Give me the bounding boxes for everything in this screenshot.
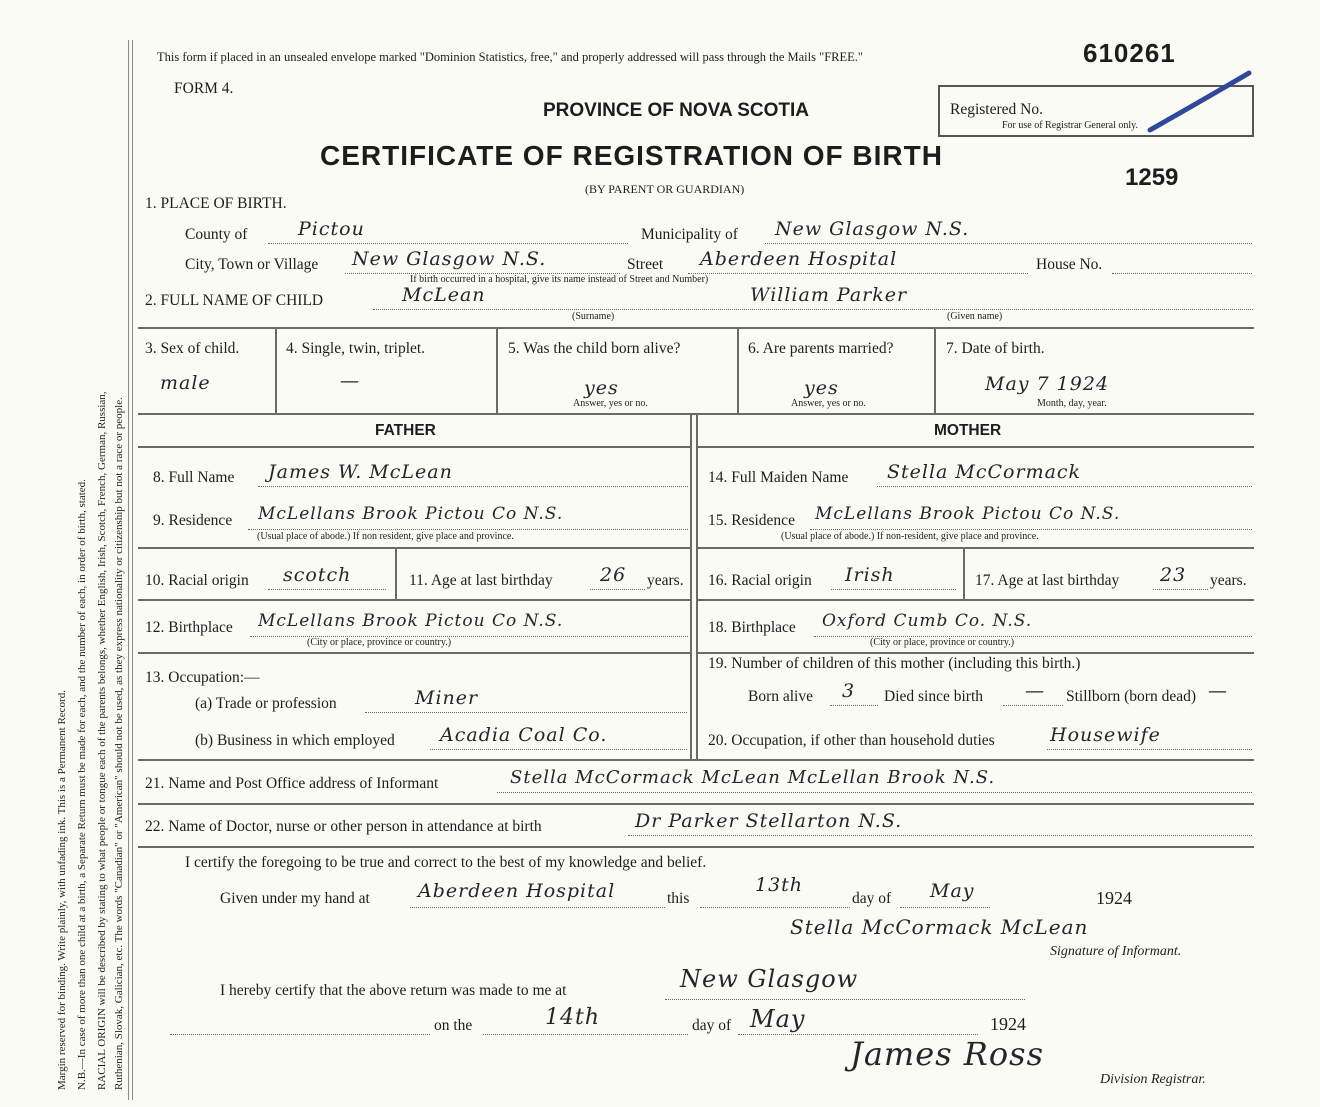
margin-note-1: Margin reserved for binding. Write plainly, with unfading ink. This is a Permanent Record. (56, 690, 68, 1090)
margin-notes (0, 0, 130, 1107)
dob-caption: Month, day, year. (1037, 398, 1107, 409)
city-value: New Glasgow N.S. (352, 248, 547, 270)
father-heading: FATHER (375, 422, 436, 439)
margin-note-3: RACIAL ORIGIN will be described by stating to what people or tongue each of the parents belongs, whether English, Irish, Scotch, French, German, Russian, (96, 391, 108, 1090)
certificate-title: CERTIFICATE OF REGISTRATION OF BIRTH (320, 140, 943, 171)
municipality-label: Municipality of (641, 226, 738, 243)
father-name: James W. McLean (268, 461, 453, 483)
informant-label: 21. Name and Post Office address of Informant (145, 775, 439, 792)
dob-label: 7. Date of birth. (946, 340, 1045, 357)
sex-value: male (160, 372, 211, 394)
trade-label: (a) Trade or profession (195, 695, 337, 712)
registrar-statement: I hereby certify that the above return was made to me at (220, 982, 567, 999)
born-alive-question: 5. Was the child born alive? (508, 340, 681, 357)
certificate-subtitle: (BY PARENT OR GUARDIAN) (585, 182, 745, 196)
mother-occupation-label: 20. Occupation, if other than household duties (708, 732, 995, 749)
mother-birthplace-label: 18. Birthplace (708, 619, 796, 636)
child-name-label: 2. FULL NAME OF CHILD (145, 292, 324, 309)
given-month: May (930, 880, 975, 902)
business-label: (b) Business in which employed (195, 732, 395, 749)
trade-value: Miner (415, 687, 479, 709)
died-count-label: Died since birth (884, 688, 984, 705)
county-label: County of (185, 226, 248, 243)
province-heading: PROVINCE OF NOVA SCOTIA (543, 100, 810, 121)
place-of-birth-label: 1. PLACE OF BIRTH. (145, 195, 287, 212)
father-age-label: 11. Age at last birthday (409, 572, 553, 589)
alive-answer-caption: Answer, yes or no. (573, 398, 648, 409)
mother-race-label: 16. Racial origin (708, 572, 812, 589)
street-value: Aberdeen Hospital (700, 248, 898, 270)
given-day-of-label: day of (852, 890, 892, 907)
this-label: this (667, 890, 690, 907)
father-years: years. (647, 572, 684, 589)
street-label: Street (627, 256, 664, 273)
margin-rule (128, 40, 133, 1100)
certification-statement: I certify the foregoing to be true and correct to the best of my knowledge and belief. (185, 854, 707, 871)
registered-label: Registered No. (950, 101, 1043, 118)
registrar-year: 1924 (990, 1014, 1026, 1034)
registrar-caption: Division Registrar. (1100, 1072, 1206, 1087)
dob-value: May 7 1924 (985, 373, 1110, 395)
mother-name-label: 14. Full Maiden Name (708, 469, 849, 486)
informant-signature: Stella McCormack McLean (790, 915, 1089, 939)
mother-years: years. (1210, 572, 1247, 589)
mother-heading: MOTHER (934, 422, 1002, 439)
surname-caption: (Surname) (572, 311, 615, 322)
mother-name: Stella McCormack (887, 461, 1082, 483)
mother-occupation: Housewife (1050, 724, 1161, 746)
margin-note-2: N.B.—In case of more than one child at a birth, a Separate Return must be made for each, and the number of each, in order of birth, stated. (76, 479, 88, 1090)
father-birthplace: McLellans Brook Pictou Co N.S. (258, 611, 564, 631)
father-name-label: 8. Full Name (153, 469, 235, 486)
mother-age: 23 (1160, 564, 1187, 586)
mother-birthplace: Oxford Cumb Co. N.S. (822, 611, 1033, 631)
given-name-caption: (Given name) (947, 311, 1003, 322)
city-label: City, Town or Village (185, 256, 319, 273)
father-age: 26 (600, 564, 627, 586)
given-under-label: Given under my hand at (220, 890, 370, 907)
mother-residence-caption: (Usual place of abode.) If non-resident, give place and province. (781, 531, 1039, 542)
mail-notice: This form if placed in an unsealed envelope marked "Dominion Statistics, free," and properly addressed will pass through the Mails "FREE." (157, 50, 864, 64)
father-race-label: 10. Racial origin (145, 572, 249, 589)
married-question: 6. Are parents married? (748, 340, 894, 357)
business-value: Acadia Coal Co. (440, 724, 608, 746)
father-residence-caption: (Usual place of abode.) If non resident, give place and province. (257, 531, 514, 542)
father-race: scotch (283, 564, 352, 586)
mother-age-label: 17. Age at last birthday (975, 572, 1120, 589)
plurality-label: 4. Single, twin, triplet. (286, 340, 426, 357)
mother-birthplace-caption: (City or place, province or country.) (870, 637, 1015, 648)
margin-note-4: Ruthenian, Slovak, Galician, etc. The words "Canadian" or "American" should not be used, as they express nationality or citizenship but not a race or people. (113, 397, 125, 1090)
father-birthplace-label: 12. Birthplace (145, 619, 233, 636)
born-alive-count: 3 (842, 680, 856, 702)
mother-residence-label: 15. Residence (708, 512, 795, 529)
county-value: Pictou (298, 218, 365, 240)
father-residence: McLellans Brook Pictou Co N.S. (258, 504, 564, 524)
municipality-value: New Glasgow N.S. (775, 218, 970, 240)
informant-signature-caption: Signature of Informant. (1050, 944, 1182, 959)
informant-value: Stella McCormack McLean McLellan Brook N.S. (510, 767, 996, 788)
child-surname: McLean (402, 284, 486, 306)
registrar-place: New Glasgow (680, 965, 859, 993)
plurality-value: — (340, 370, 360, 392)
married-answer-caption: Answer, yes or no. (791, 398, 866, 409)
born-alive-count-label: Born alive (748, 688, 813, 705)
ink-stroke (1145, 68, 1255, 138)
mother-race: Irish (845, 564, 895, 586)
married-answer: yes (804, 377, 839, 399)
sex-label: 3. Sex of child. (145, 340, 240, 357)
stillborn-count: — (1208, 680, 1228, 702)
doctor-label: 22. Name of Doctor, nurse or other person in attendance at birth (145, 818, 542, 835)
born-alive-answer: yes (584, 377, 619, 399)
father-residence-label: 9. Residence (153, 512, 233, 529)
house-label: House No. (1036, 256, 1103, 273)
stamp-number: 1259 (1125, 164, 1179, 191)
died-count: — (1025, 680, 1045, 702)
registrar-day-of-label: day of (692, 1017, 732, 1034)
registrar-use-note: For use of Registrar General only. (1002, 120, 1138, 131)
on-the-label: on the (434, 1017, 473, 1034)
doctor-value: Dr Parker Stellarton N.S. (635, 810, 903, 832)
registrar-month: May (750, 1005, 806, 1033)
given-day: 13th (755, 874, 804, 896)
stillborn-label: Stillborn (born dead) (1066, 688, 1197, 705)
given-place: Aberdeen Hospital (418, 880, 616, 902)
father-birthplace-caption: (City or place, province or country.) (307, 637, 452, 648)
children-count-label: 19. Number of children of this mother (including this birth.) (708, 655, 1081, 672)
hospital-note: If birth occurred in a hospital, give its name instead of Street and Number) (410, 274, 709, 285)
given-year: 1924 (1096, 888, 1132, 908)
certificate-number: 610261 (1083, 38, 1176, 68)
registrar-day: 14th (545, 1005, 601, 1030)
mother-residence: McLellans Brook Pictou Co N.S. (815, 504, 1121, 524)
registrar-signature: James Ross (850, 1035, 1044, 1073)
form-label: FORM 4. (174, 80, 234, 97)
child-given-name: William Parker (750, 284, 908, 306)
occupation-label: 13. Occupation:— (145, 669, 260, 686)
